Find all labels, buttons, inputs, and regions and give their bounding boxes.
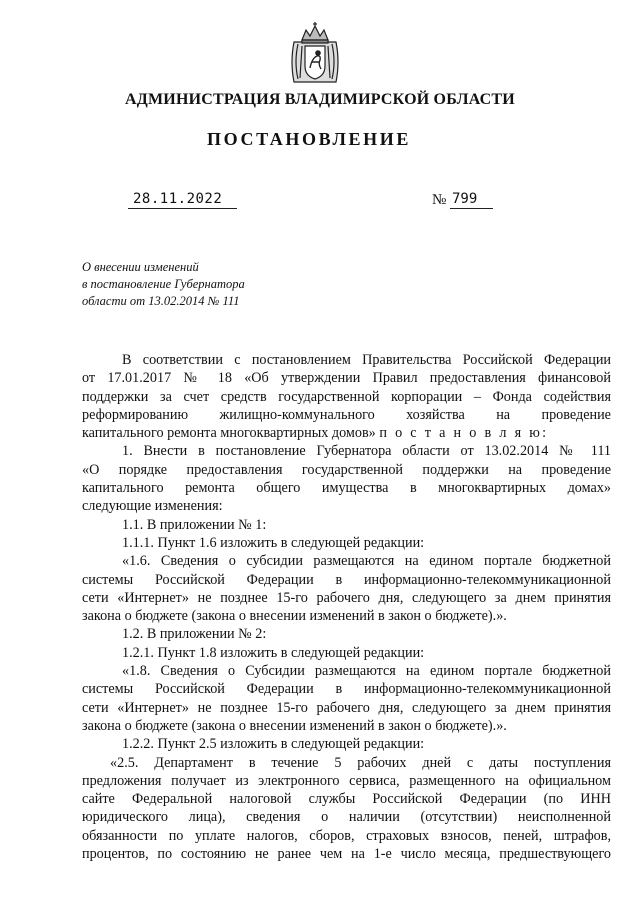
body-line: следующие изменения: [82, 498, 223, 515]
subject-line: в постановление Губернатора [82, 277, 245, 291]
body-line [82, 424, 611, 442]
quote-line: сайте Федеральной налоговой службы Российской Федерации (по ИНН [82, 791, 611, 808]
item-heading: 1.1.1. Пункт 1.6 изложить в следующей редакции: [122, 534, 425, 551]
body-line: 1. Внести в постановление Губернатора области от 13.02.2014 № 111 [122, 443, 611, 460]
coat-of-arms-emblem [288, 22, 342, 88]
body-line: от 17.01.2017 № 18 «Об утверждении Правил предоставления финансовой [82, 370, 611, 387]
body-line: В соответствии с постановлением Правительства Российской Федерации [122, 352, 611, 368]
date-underline [128, 208, 237, 209]
document-type-title: ПОСТАНОВЛЕНИЕ [207, 129, 411, 149]
document-number: 799 [452, 191, 478, 207]
quote-line: предложения получает из электронного сервиса, размещенного на официальном [82, 772, 611, 789]
item-heading: 1.2. В приложении № 2: [122, 626, 267, 643]
item-heading: 1.1. В приложении № 1: [122, 516, 267, 533]
subject-line: области от 13.02.2014 № 111 [82, 294, 240, 308]
document-body [82, 351, 611, 863]
quote-line: «1.8. Сведения о Субсидии размещаются на едином портале бюджетной [122, 663, 611, 680]
quote-line: сети «Интернет» не позднее 15-го рабочего дня, следующего за днем принятия [82, 699, 611, 716]
item-heading: 1.2.1. Пункт 1.8 изложить в следующей редакции: [122, 644, 425, 661]
body-line: поддержки за счет средств государственной корпорации – Фонда содействия [82, 388, 611, 405]
quote-line: обязанности по уплате налогов, сборов, страховых взносов, пеней, штрафов, [82, 827, 611, 844]
organization-title: АДМИНИСТРАЦИЯ ВЛАДИМИРСКОЙ ОБЛАСТИ [125, 91, 515, 108]
decree-word: п о с т а н о в л я ю: [379, 425, 549, 442]
document-subject [82, 259, 245, 310]
subject-line: О внесении изменений [82, 260, 199, 274]
item-heading: 1.2.2. Пункт 2.5 изложить в следующей редакции: [122, 736, 425, 753]
body-line: реформированию жилищно-коммунального хозяйства на проведение [82, 406, 611, 423]
quote-line: юридического лица), сведения о наличии (отсутствии) неисполненной [82, 809, 611, 826]
body-line: «О порядке предоставления государственной поддержки на проведение [82, 461, 611, 478]
quote-line: закона о бюджете (закона о внесении изменений в закон о бюджете).». [82, 608, 507, 625]
number-label: № [432, 192, 447, 208]
document-date: 28.11.2022 [133, 191, 223, 207]
quote-line: сети «Интернет» не позднее 15-го рабочего дня, следующего за днем принятия [82, 589, 611, 606]
quote-line: процентов, по состоянию не ранее чем на 1-е число месяца, предшествующего [82, 846, 611, 863]
quote-line: «2.5. Департамент в течение 5 рабочих дней с даты поступления [110, 754, 611, 771]
body-line: капитального ремонта общего имущества в многоквартирных домах» [82, 480, 611, 497]
body-text: капитального ремонта многоквартирных домов» [82, 425, 376, 442]
quote-line: системы Российской Федерации в информационно-телекоммуникационной [82, 681, 611, 698]
quote-line: системы Российской Федерации в информационно-телекоммуникационной [82, 571, 611, 588]
quote-line: закона о бюджете (закона о внесении изменений в закон о бюджете).». [82, 717, 507, 734]
number-underline [450, 208, 493, 209]
quote-line: «1.6. Сведения о субсидии размещаются на едином портале бюджетной [122, 553, 611, 570]
